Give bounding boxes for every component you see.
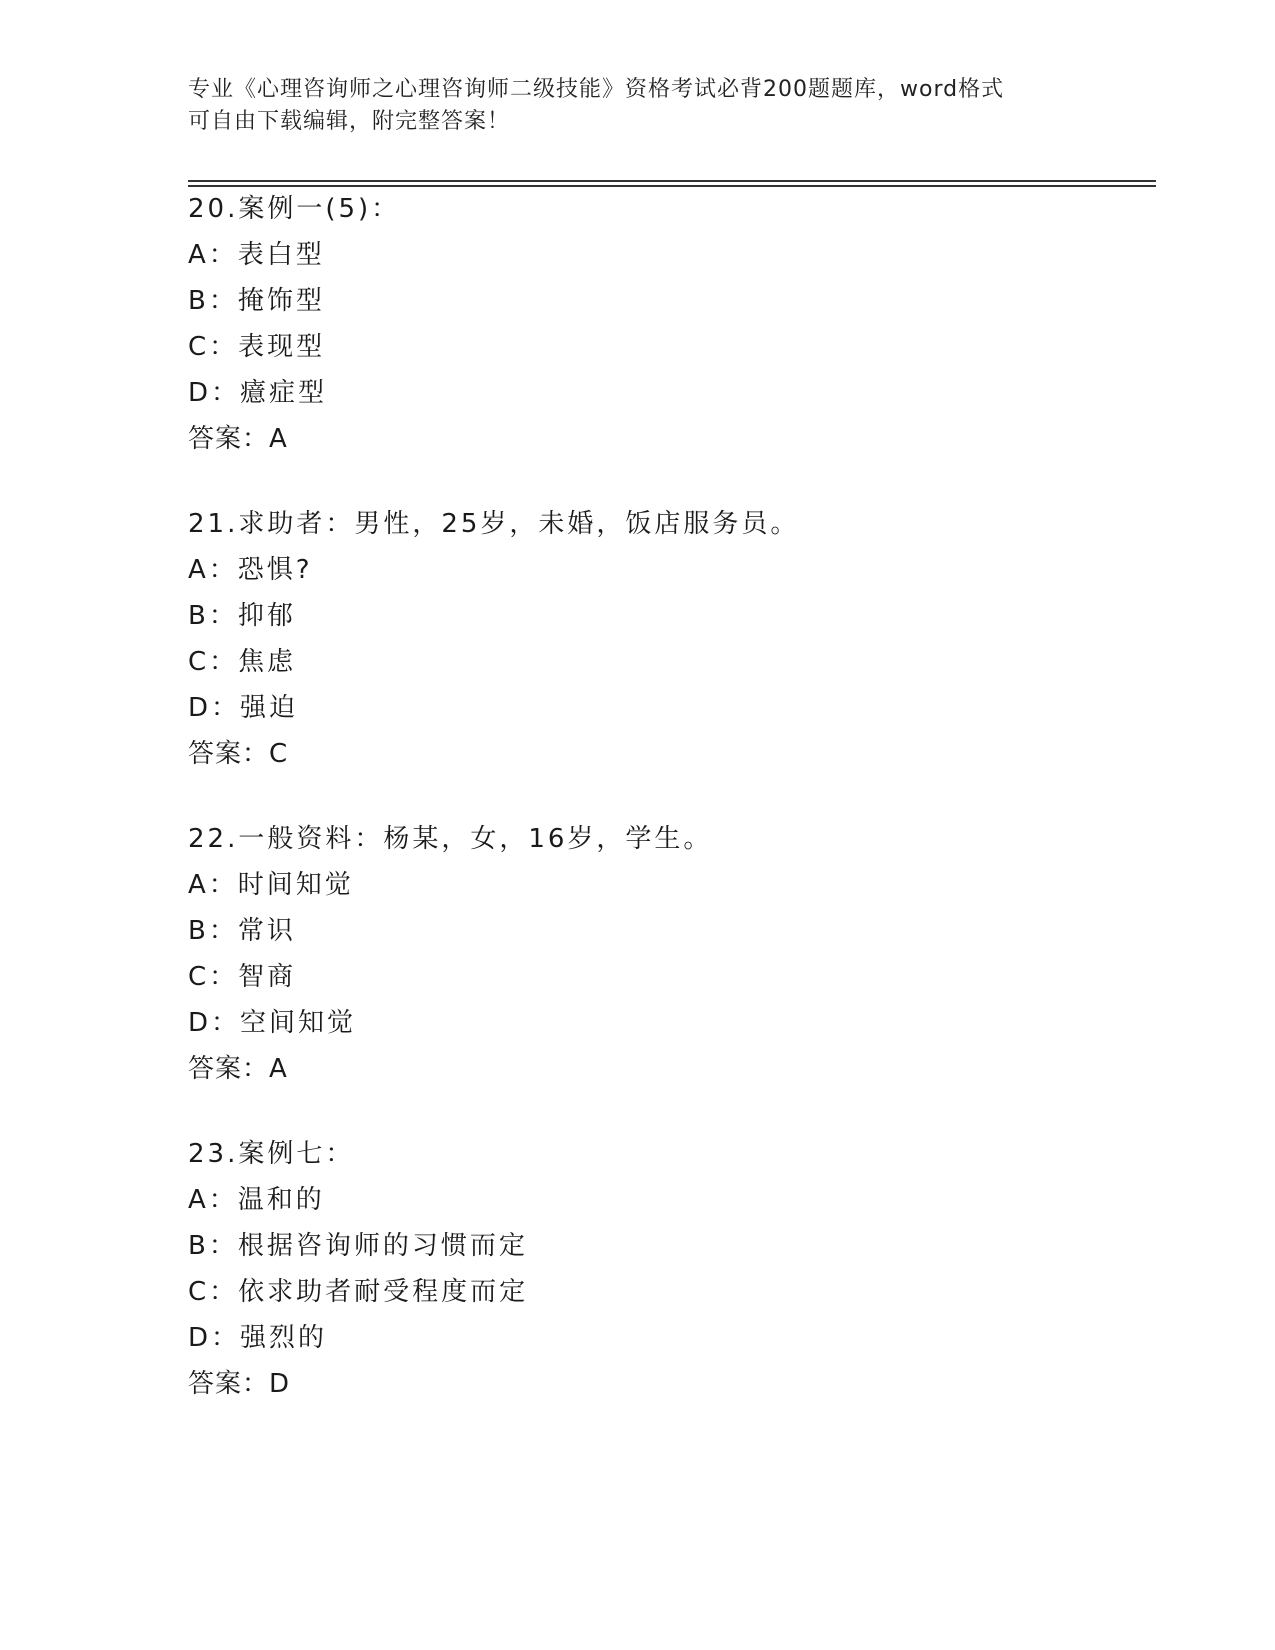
question-block [188,501,1148,777]
option-c: C：表现型 [188,332,326,362]
answer-line: 答案：A [188,1054,288,1084]
question-stem: 22.一般资料：杨某，女，16岁，学生。 [188,824,713,854]
header-line-1: 专业《心理咨询师之心理咨询师二级技能》资格考试必背200题题库，word格式 [188,77,1005,102]
question-stem: 21.求助者：男性，25岁，未婚，饭店服务员。 [188,509,800,539]
option-d: D：强迫 [188,693,299,723]
question-block [188,816,1148,1092]
option-c: C：智商 [188,962,297,992]
option-a: A：时间知觉 [188,870,354,900]
option-c: C：焦虑 [188,647,297,677]
answer-line: 答案：C [188,739,289,769]
option-d: D：强烈的 [188,1323,328,1353]
header-line-2: 可自由下载编辑，附完整答案！ [188,109,511,134]
option-b: B：抑郁 [188,601,296,631]
header-divider-top [188,180,1156,182]
question-stem: 20.案例一(5)： [188,194,401,224]
option-d: D：空间知觉 [188,1008,357,1038]
option-b: B：掩饰型 [188,286,325,316]
question-stem: 23.案例七： [188,1139,355,1169]
option-b: B：常识 [188,916,296,946]
option-a: A：恐惧? [188,555,313,585]
document-header [188,74,1088,138]
answer-line: 答案：D [188,1369,291,1399]
question-block [188,1131,1148,1407]
option-a: A：表白型 [188,240,325,270]
answer-line: 答案：A [188,424,288,454]
option-d: D：癔症型 [188,378,328,408]
question-block [188,186,1148,462]
option-c: C：依求助者耐受程度而定 [188,1277,529,1307]
option-a: A：温和的 [188,1185,325,1215]
option-b: B：根据咨询师的习惯而定 [188,1231,528,1261]
